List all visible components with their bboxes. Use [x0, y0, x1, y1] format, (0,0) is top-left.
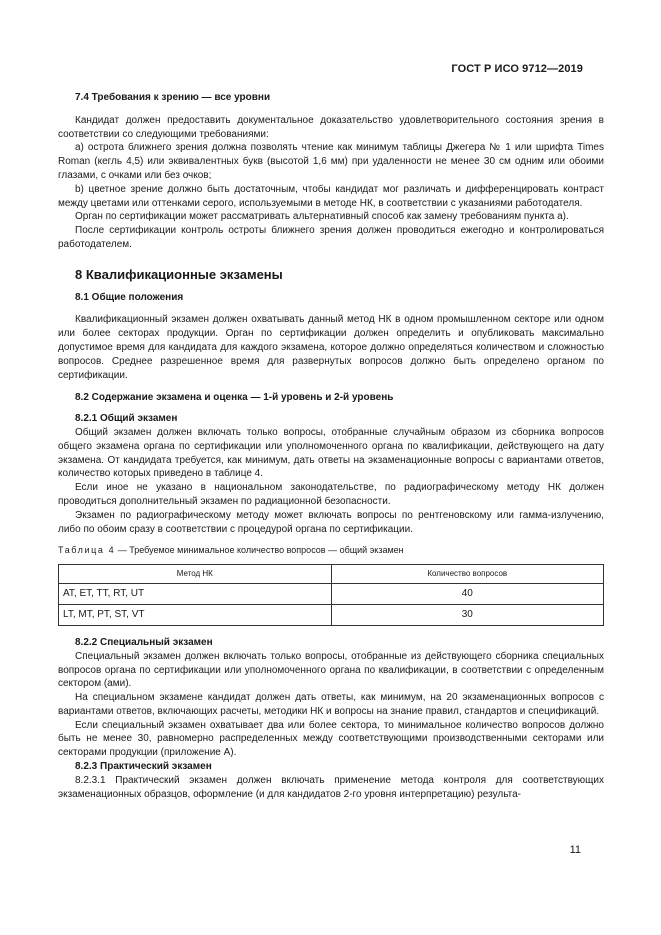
table-row: [59, 604, 604, 625]
section-8-2-2-paragraph-2: На специальном экзамене кандидат должен дать ответы, как минимум, на 20 экзаменационных вопросов с вариантами ответов, включающих расчеты, методики НК и вопросы на знание правил, стандартов и спецификаций.: [58, 692, 604, 717]
section-7-4-paragraph-3: b) цветное зрение должно быть достаточным, чтобы кандидат мог различать и дифференцировать контраст между цветами или оттенками серого, используемыми в методе НК, в соответствии с указаниями работодателя.: [58, 183, 604, 209]
table-4: [58, 564, 604, 626]
table-header-row: [59, 565, 604, 584]
page-content: [58, 91, 604, 801]
section-8-2-1-paragraph-2: Если иное не указано в национальном законодательстве, по радиографическому методу НК должен проводиться дополнительный экзамен по радиационной безопасности.: [58, 482, 604, 507]
table-header-count: Количество вопросов: [331, 565, 604, 584]
table-4-caption-text: — Требуемое минимальное количество вопросов — общий экзамен: [115, 545, 404, 556]
section-7-4-paragraph-5: После сертификации контроль остроты ближнего зрения должен проводиться ежегодно и контролироваться работодателем.: [58, 225, 604, 250]
document-id: ГОСТ Р ИСО 9712—2019: [451, 63, 583, 75]
table-4-caption: [58, 544, 604, 558]
section-8-title: 8 Квалификационные экзамены: [75, 266, 283, 282]
section-8-2-title: 8.2 Содержание экзамена и оценка — 1-й уровень и 2-й уровень: [75, 392, 394, 404]
section-8-2-1-title: 8.2.1 Общий экзамен: [75, 413, 178, 425]
section-7-4-paragraph-4: Орган по сертификации может рассматривать альтернативный способ как замену требованиям пункта а).: [75, 211, 569, 223]
table-row: [59, 583, 604, 604]
section-8-2-1-paragraph-1: Общий экзамен должен включать только вопросы, отобранные случайным образом из сборника вопросов общего экзамена органа по сертификации или уполномоченного органа по квалификации, действующего на дату экзамена. От кандидата требуется, как минимум, дать ответы на экзаменационные вопросы с вариантами ответов, количество которых приведено в таблице 4.: [58, 426, 604, 480]
table-cell-method: AT, ET, TT, RT, UT: [59, 583, 332, 604]
section-8-2-3-title: 8.2.3 Практический экзамен: [75, 761, 212, 773]
section-8-2-2-paragraph-3: Если специальный экзамен охватывает два или более сектора, то минимальное количество вопросов должно быть не менее 30, равномерно распределенных между соответствующими производственными секторами или секторами продукции (приложение А).: [58, 719, 604, 759]
section-8-2-3-paragraph-1: 8.2.3.1 Практический экзамен должен включать применение метода контроля для соответствующих экзаменационных образцов, оформление (и для кандидатов 2-го уровня интерпретацию) результа-: [58, 774, 604, 800]
section-8-1-title: 8.1 Общие положения: [75, 291, 184, 303]
table-4-caption-label: Таблица 4: [58, 545, 116, 556]
section-8-2-1-paragraph-3: Экзамен по радиографическому методу может включать вопросы по рентгеновскому или гамма-излучению, либо по обоим сразу в соответствии с процедурой органа по сертификации.: [58, 509, 604, 535]
section-8-1-paragraph-1: Квалификационный экзамен должен охватывать данный метод НК в одном промышленном секторе или одном или более секторах продукции. Орган по сертификации должен определить и опубликовать максимально допустимое время для кандидата для каждого экзамена, которое должно определяться количеством и сложностью вопросов. Среднее разрешенное время для развернутых вопросов должно быть определено органом по сертификации.: [58, 314, 604, 381]
table-header-method: Метод НК: [59, 565, 332, 584]
section-7-4-paragraph-1: Кандидат должен предоставить документальное доказательство удовлетворительного состояния зрения в соответствии со следующими требованиями:: [58, 114, 604, 140]
section-7-4-paragraph-2: а) острота ближнего зрения должна позволять чтение как минимум таблицы Джегера № 1 или шрифта Times Roman (кегль 4,5) или эквивалентных букв (высотой 1,6 мм) при удаленности не менее 30 см одним или обоими глазами, с очками или без очков;: [58, 142, 604, 181]
section-8-2-2-paragraph-1: Специальный экзамен должен включать только вопросы, отобранные из действующего сборника специальных вопросов органа по сертификации или уполномоченного органа по квалификации, в соответствии с определенным сектором (ами).: [58, 650, 604, 690]
section-7-4-title: 7.4 Требования к зрению — все уровни: [75, 92, 271, 103]
table-cell-count: 40: [331, 583, 604, 604]
page-number: 11: [569, 844, 581, 856]
table-cell-count: 30: [331, 604, 604, 625]
table-cell-method: LT, MT, PT, ST, VT: [59, 604, 332, 625]
section-8-2-2-title: 8.2.2 Специальный экзамен: [75, 636, 213, 648]
